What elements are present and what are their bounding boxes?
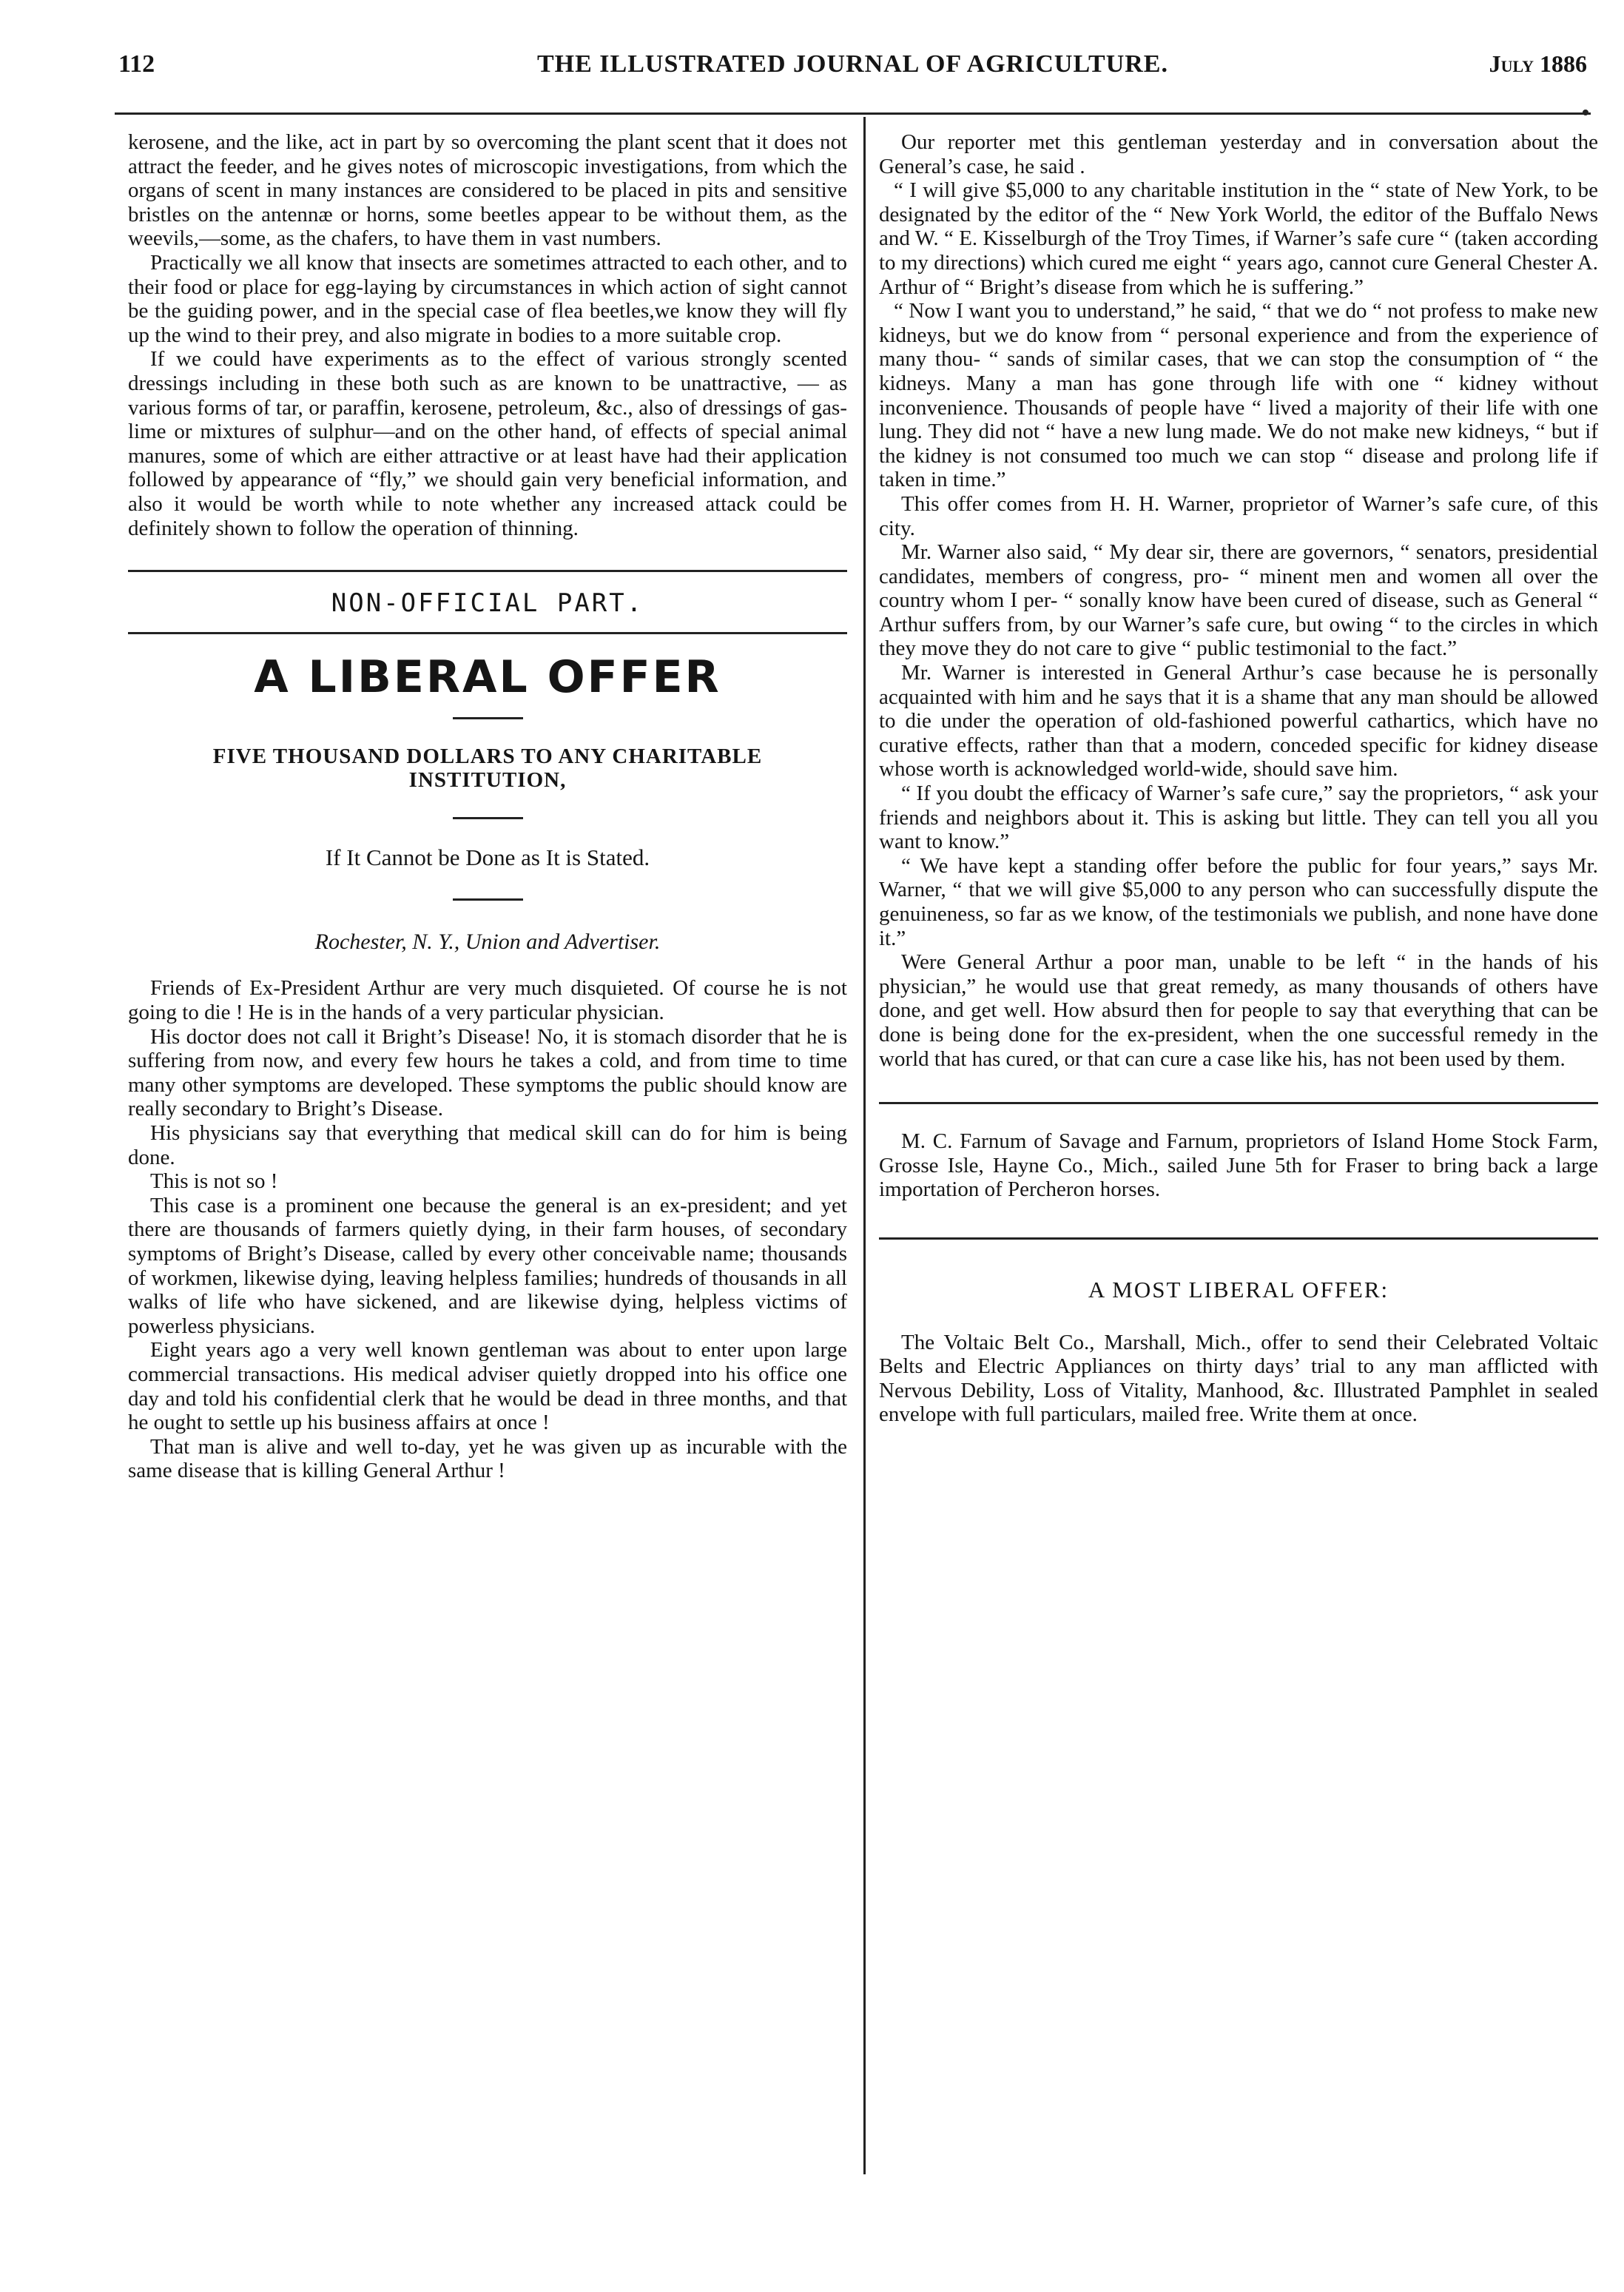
article-source: Rochester, N. Y., Union and Advertiser. xyxy=(314,929,661,954)
left-column xyxy=(128,130,847,1483)
page-number: 112 xyxy=(118,50,155,78)
section-rule-bottom xyxy=(128,632,847,634)
section-label: NON-OFFICIAL PART. xyxy=(331,588,644,619)
article-paragraph: His physicians say that everything that medical skill can do for him is being done. xyxy=(128,1121,847,1169)
header-rule-ornament xyxy=(1583,110,1588,115)
article-paragraph: “ We have kept a standing offer before the public for four years,” says Mr. Warner, “ that we will give $5,000 to any person who can successfully dispute the genuineness, so far as we know, of the testimonials we publish, and none have done it.” xyxy=(879,853,1598,950)
article-paragraph: Our reporter met this gentleman yesterday and in conversation about the General’s case, he said . xyxy=(879,130,1598,178)
second-article-title: A MOST LIBERAL OFFER: xyxy=(1088,1276,1389,1303)
journal-title: THE ILLUSTRATED JOURNAL OF AGRICULTURE. xyxy=(537,50,1168,78)
article-paragraph: His doctor does not call it Bright’s Disease! No, it is stomach disorder that he is suffering from now, and every few hours he takes a cold, and from time to time many other symptoms are developed. These symptoms the public should know are really secondary to Bright’s Disease. xyxy=(128,1024,847,1121)
section-rule-top xyxy=(128,570,847,572)
article-paragraph: “ If you doubt the efficacy of Warner’s safe cure,” say the proprietors, “ ask your friends and neighbors about it. This is asking but little. They can tell you all you want to know.” xyxy=(879,782,1598,854)
article-paragraph: Mr. Warner is interested in General Arthur’s case because he is personally acquainted with him and he says that it is a shame that any man should be allowed to die under the operation of old-fashioned powerful cathartics, which have no curative effects, rather than that a modern, conceded specific for kidney disease whose worth is acknowledged world-wide, should save him. xyxy=(879,661,1598,782)
left-intro-paragraph-3: If we could have experiments as to the effect of various strongly scented dressings including in these both such as are known to be unattractive, — as various forms of tar, or paraffin, kerosene, petroleum, &c., also of dressings of gas-lime or mixtures of sulphur—and on the other hand, of effects of special animal manures, some of which are either attractive or at least have had their application followed by appearance of “fly,” we should gain very beneficial information, and also it would be worth while to note whether any increased attack could be definitely shown to follow the operation of thinning. xyxy=(128,347,847,540)
title-rule xyxy=(453,717,523,719)
article-paragraph: Were General Arthur a poor man, unable to be left “ in the hands of his physician,” he would use that great remedy, as many thousands of others have done, and get well. How absurd then for people to say that everything that can be done is being done for the ex-president, when the one successful remedy in the world that has cured, or that can cure a case like his, has not been used by them. xyxy=(879,950,1598,1071)
article-subheading-2: If It Cannot be Done as It is Stated. xyxy=(325,844,650,871)
right-column xyxy=(879,130,1598,1427)
article-paragraph: This case is a prominent one because the general is an ex-president; and yet there are thousands of farmers quietly dying, in their farm houses, of secondary symptoms of Bright’s Disease, called by every other conceivable name; thousands of workmen, likewise dying, leaving helpless families; hundreds of thousands in all walks of life who have sickened, and are likewise dying, helpless victims of powerless physicians. xyxy=(128,1193,847,1338)
left-intro-paragraph-2: Practically we all know that insects are sometimes attracted to each other, and to their food or place for egg-laying by circumstances in which action of sight cannot be the guiding power, and in the special case of flea beetles,we know they will fly up the wind to their prey, and also migrate in bodies to a more suitable crop. xyxy=(128,250,847,347)
left-intro-paragraph-1: kerosene, and the like, act in part by so overcoming the plant scent that it does not attract the feeder, and he gives notes of microscopic investigations, from which the organs of scent in many instances are considered to be placed in pits and sensitive bristles on the antennæ or horns, some beetles appear to be without them, as the weevils,—some, as the chafers, to have them in vast numbers. xyxy=(128,130,847,251)
column-divider xyxy=(863,117,866,2174)
article-paragraph: Eight years ago a very well known gentleman was about to enter upon large commercial transactions. His medical adviser quietly dropped into his office one day and told his confidential clerk that he would be dead in three months, and that he ought to settle up his business affairs at once ! xyxy=(128,1338,847,1435)
header-rule xyxy=(115,112,1591,115)
quote-paragraph: “ Now I want you to understand,” he said, “ that we do “ not profess to make new kidneys, but we do know from “ personal experience and from the experience of many thou- “ sands of similar cases, that we can stop the consumption of “ the kidneys. Many a man has gone through life with one “ kidney without inconvenience. Thousands of people have “ lived a majority of their life with one lung. They did not “ have a new lung made. We do not make new kidneys, “ but if the kidney is not consumed too much we can stop “ disease and prolong life if taken in time.” xyxy=(879,299,1598,492)
article-paragraph: This is not so ! xyxy=(150,1169,278,1194)
article-paragraph: Mr. Warner also said, “ My dear sir, there are governors, “ senators, presidential candidates, members of congress, pro- “ minent men and women all over the country whom I per- “ sonally know have been cured of disease, such as General “ Arthur suffers from, by our Warner’s safe cure, but owing “ to the circles in which they move they do not care to give “ public testimonial to the fact.” xyxy=(879,540,1598,661)
article-title: A LIBERAL OFFER xyxy=(254,651,721,703)
page-header xyxy=(118,43,1587,87)
subheading-rule xyxy=(453,817,523,819)
subheading-2-rule xyxy=(453,898,523,901)
article-paragraph: This offer comes from H. H. Warner, proprietor of Warner’s safe cure, of this city. xyxy=(879,491,1598,540)
notice-rule-bottom xyxy=(879,1237,1598,1240)
article-paragraph: Friends of Ex-President Arthur are very much disquieted. Of course he is not going to die ! He is in the hands of a very particular physician. xyxy=(128,976,847,1025)
notice-paragraph: M. C. Farnum of Savage and Farnum, proprietors of Island Home Stock Farm, Grosse Isle, Hayne Co., Mich., sailed June 5th for Fraser to bring back a large importation of Percheron horses. xyxy=(879,1129,1598,1202)
issue-date: July 1886 xyxy=(1489,50,1587,77)
ad-paragraph: The Voltaic Belt Co., Marshall, Mich., offer to send their Celebrated Voltaic Belts and Electric Appliances on thirty days’ trial to any man afflicted with Nervous Debility, Loss of Vitality, Manhood, &c. Illustrated Pamphlet in sealed envelope with full particulars, mailed free. Write them at once. xyxy=(879,1330,1598,1427)
quote-paragraph: “ I will give $5,000 to any charitable institution in the “ state of New York, to be designated by the editor of the “ New York World, the editor of the Buffalo News and W. “ E. Kisselburgh of the Troy Times, if Warner’s safe cure “ (taken according to my directions) which cured me eight “ years ago, cannot cure General Chester A. Arthur of “ Bright’s disease from which he is suffering.” xyxy=(879,178,1598,299)
article-subheading: FIVE THOUSAND DOLLARS TO ANY CHARITABLE INSTITUTION, xyxy=(212,745,763,793)
article-paragraph: That man is alive and well to-day, yet he was given up as incurable with the same disease that is killing General Arthur ! xyxy=(128,1434,847,1483)
